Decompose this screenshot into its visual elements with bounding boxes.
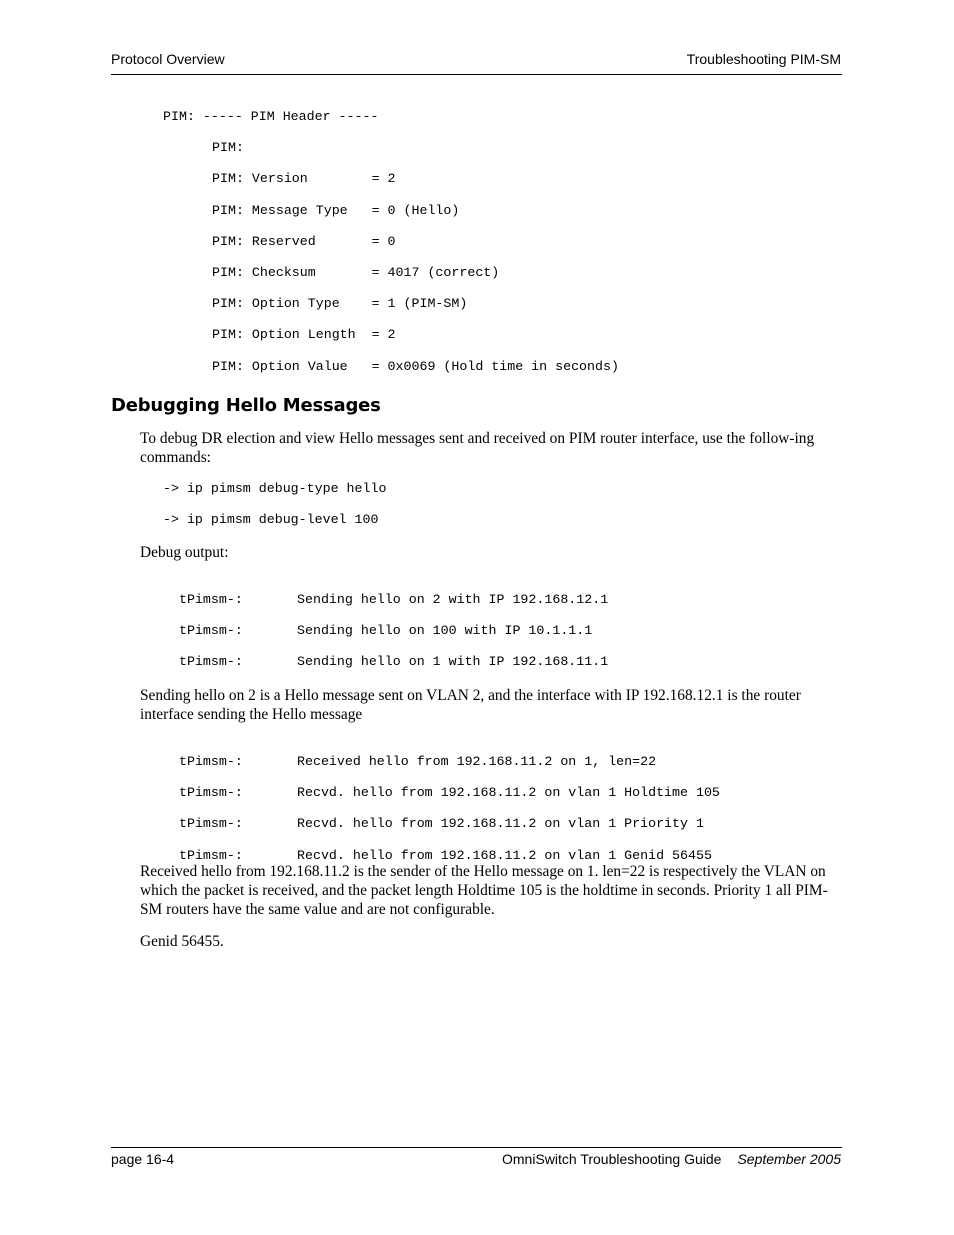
debug-text: Received hello from 192.168.11.2 on 1, len=22: [297, 754, 657, 769]
debug-prefix: tPimsm-:: [178, 785, 243, 800]
debug-output-label: Debug output:: [140, 544, 229, 561]
recv-explanation: Received hello from 192.168.11.2 is the sender of the Hello message on 1. len=22 is respectively the VLAN on which the packet is received, and the packet length Holdtime 105 is the holdtime in seconds. Priority 1 all PIM-SM routers have the same value and are not configurable.: [140, 863, 828, 918]
section-heading: Debugging Hello Messages: [111, 395, 381, 416]
debug-line: [163, 738, 657, 770]
code-line: PIM: Option Value = 0x0069 (Hold time in seconds): [212, 359, 619, 374]
debug-text: Recvd. hello from 192.168.11.2 on vlan 1 Genid 56455: [297, 848, 712, 863]
footer-divider: [111, 1147, 842, 1148]
debug-prefix: tPimsm-:: [178, 654, 243, 669]
publication-date: September 2005: [737, 1151, 841, 1167]
debug-prefix: tPimsm-:: [178, 848, 243, 863]
code-line: PIM: Option Type = 1 (PIM-SM): [212, 296, 468, 311]
debug-prefix: tPimsm-:: [178, 816, 243, 831]
code-line: PIM: Reserved = 0: [212, 234, 396, 249]
header-divider: [111, 74, 842, 75]
debug-line: [163, 769, 720, 801]
debug-line: [163, 576, 609, 608]
debug-text: Sending hello on 100 with IP 10.1.1.1: [297, 623, 593, 638]
cli-command: -> ip pimsm debug-level 100: [163, 512, 379, 527]
sent-explanation: Sending hello on 2 is a Hello message sent on VLAN 2, and the interface with IP 192.168.12.1 is the router interface sending the Hello message: [140, 687, 801, 723]
intro-paragraph: To debug DR election and view Hello messages sent and received on PIM router interface, use the follow-ing commands:: [140, 430, 815, 466]
code-line: PIM: Option Length = 2: [212, 327, 396, 342]
debug-prefix: tPimsm-:: [178, 623, 243, 638]
code-line: PIM: Message Type = 0 (Hello): [212, 203, 460, 218]
code-line: PIM: Version = 2: [212, 171, 396, 186]
debug-prefix: tPimsm-:: [178, 754, 243, 769]
code-line: PIM: Checksum = 4017 (correct): [212, 265, 500, 280]
debug-text: Sending hello on 1 with IP 192.168.11.1: [297, 654, 609, 669]
debug-line: [163, 638, 609, 670]
debug-text: Recvd. hello from 192.168.11.2 on vlan 1 Priority 1: [297, 816, 704, 831]
page-number: page 16-4: [111, 1151, 175, 1167]
debug-line: [163, 607, 593, 639]
cli-command: -> ip pimsm debug-type hello: [163, 481, 387, 496]
debug-prefix: tPimsm-:: [178, 592, 243, 607]
code-line: PIM:: [212, 140, 244, 155]
debug-line: [163, 800, 704, 832]
code-line: PIM: ----- PIM Header -----: [163, 109, 379, 124]
debug-line: [163, 832, 712, 864]
genid-note: Genid 56455.: [140, 933, 224, 950]
debug-text: Sending hello on 2 with IP 192.168.12.1: [297, 592, 609, 607]
debug-text: Recvd. hello from 192.168.11.2 on vlan 1 Holdtime 105: [297, 785, 720, 800]
running-header-left: Protocol Overview: [111, 51, 225, 67]
guide-title: OmniSwitch Troubleshooting Guide: [502, 1151, 722, 1167]
running-header-right: Troubleshooting PIM-SM: [686, 51, 841, 67]
